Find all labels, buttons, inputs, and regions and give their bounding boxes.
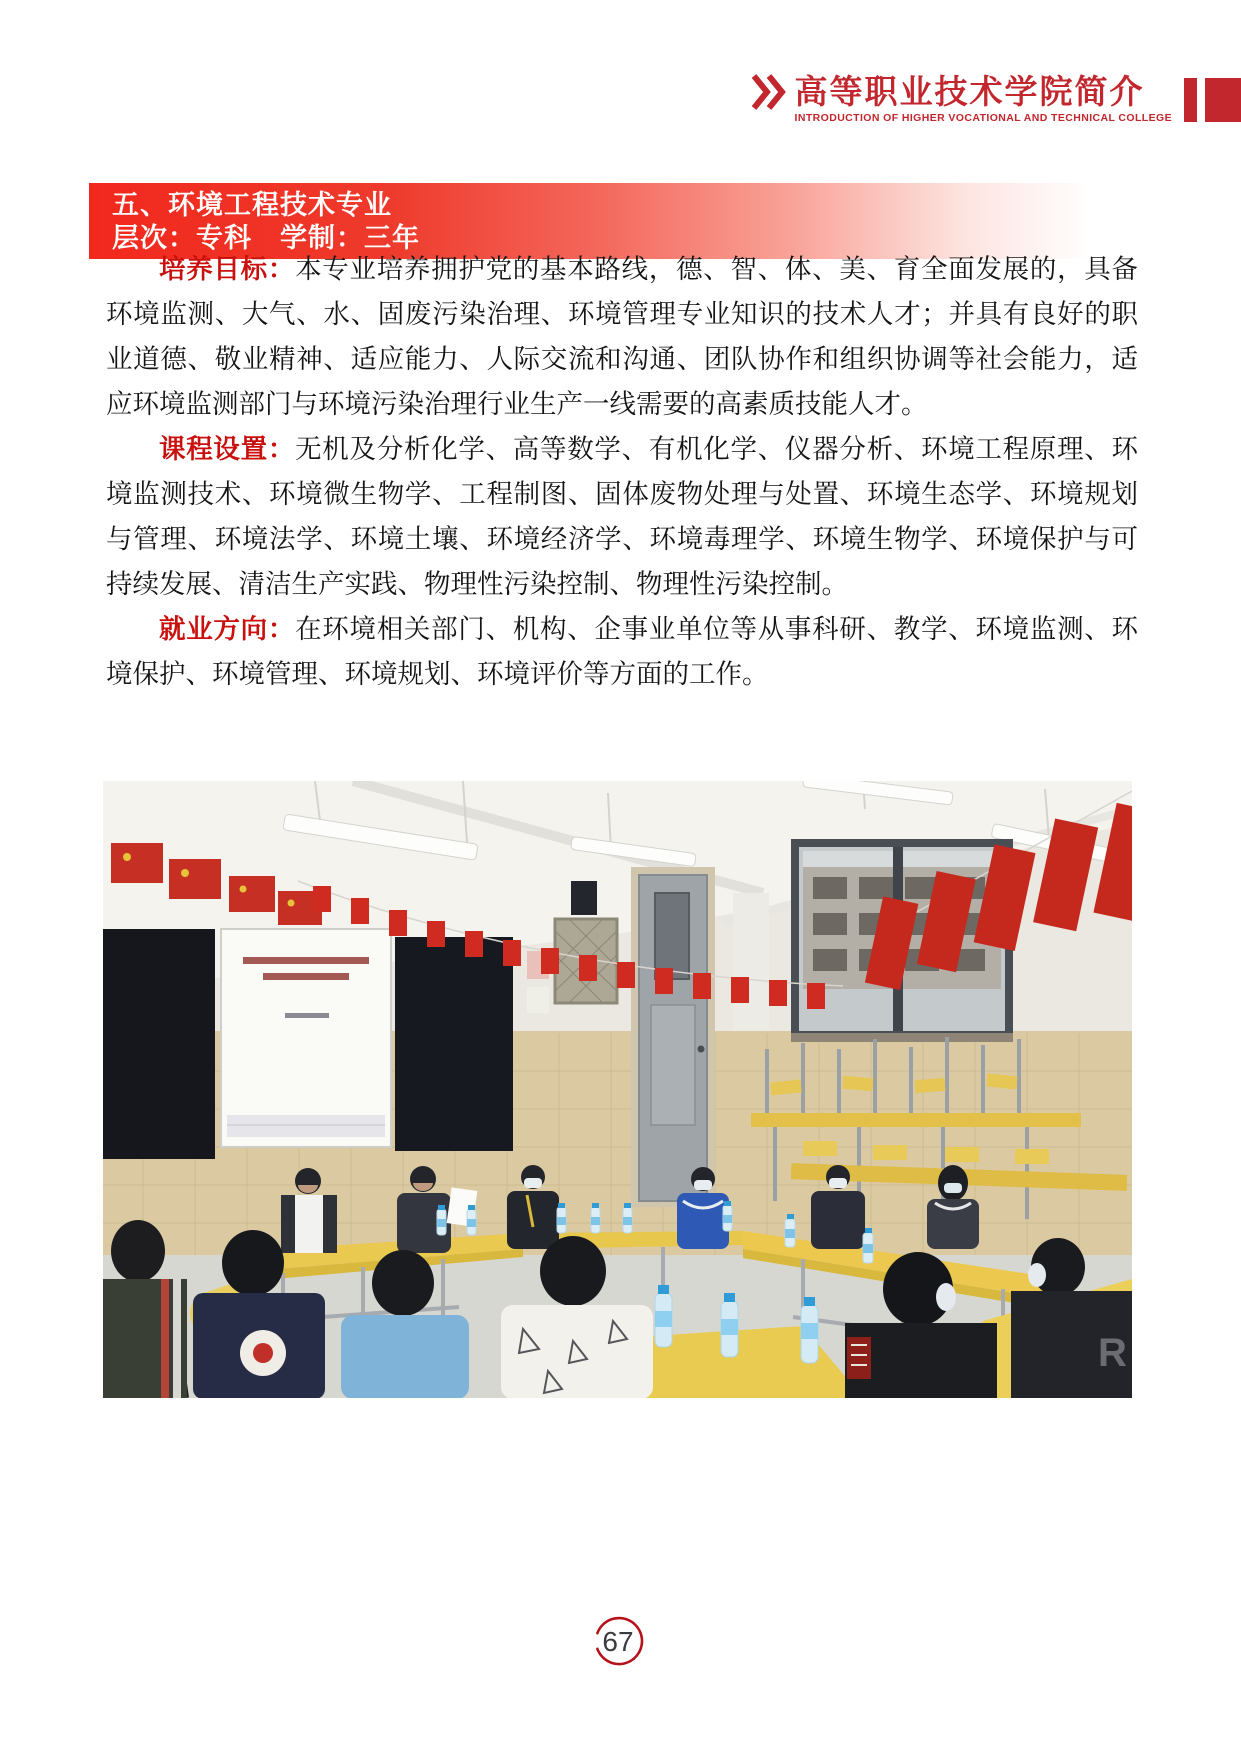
page-number-circle <box>589 1611 651 1673</box>
paragraph-training-objectives <box>106 247 1138 427</box>
page-header <box>752 72 1241 124</box>
svg-text:R: R <box>1098 1331 1127 1375</box>
page-title: 高等职业技术学院简介 <box>794 73 1145 110</box>
banner-title: 五、环境工程技术专业 <box>112 190 392 220</box>
wall-poster <box>527 987 549 1013</box>
pillar <box>733 893 769 1033</box>
blackboard-left <box>103 929 215 1159</box>
wall-speaker <box>571 881 597 915</box>
page-number: 67 <box>602 1626 634 1657</box>
classroom-photo-scene <box>103 781 1132 1398</box>
body-text <box>106 247 1138 697</box>
paragraph-courses <box>106 427 1138 607</box>
header-bar-narrow <box>1184 78 1197 122</box>
blackboard-right <box>395 937 513 1151</box>
paragraph-label: 课程设置： <box>159 434 296 464</box>
header-bar-wide <box>1205 78 1241 122</box>
paragraph-label: 就业方向： <box>159 614 296 644</box>
classroom-photo <box>103 781 1132 1398</box>
page-number-badge <box>589 1611 651 1673</box>
double-chevron-right-icon <box>752 72 786 112</box>
banner-meta: 层次：专科 学制：三年 <box>112 223 420 253</box>
page-subtitle: INTRODUCTION OF HIGHER VOCATIONAL AND TECHNICAL COLLEGE <box>794 112 1172 124</box>
paragraph-content: 无机及分析化学、高等数学、有机化学、仪器分析、环境工程原理、环境监测技术、环境微生物学、工程制图、固体废物处理与处置、环境生态学、环境规划与管理、环境法学、环境土壤、环境经济学、环境毒理学、环境生物学、环境保护与可持续发展、清洁生产实践、物理性污染控制、物理性污染控制。 <box>106 434 1139 599</box>
door <box>631 867 715 1207</box>
paragraph-content: 在环境相关部门、机构、企事业单位等从事科研、教学、环境监测、环境保护、环境管理、环境规划、环境评价等方面的工作。 <box>106 614 1139 689</box>
paragraph-employment <box>106 607 1138 697</box>
paragraph-content: 本专业培养拥护党的基本路线，德、智、体、美、育全面发展的，具备环境监测、大气、水、固废污染治理、环境管理专业知识的技术人才；并具有良好的职业道德、敬业精神、适应能力、人际交流和沟通、团队协作和组织协调等社会能力，适应环境监测部门与环境污染治理行业生产一线需要的高素质技能人才。 <box>106 254 1139 419</box>
projection-screen <box>221 929 391 1147</box>
paragraph-label: 培养目标： <box>159 254 296 284</box>
